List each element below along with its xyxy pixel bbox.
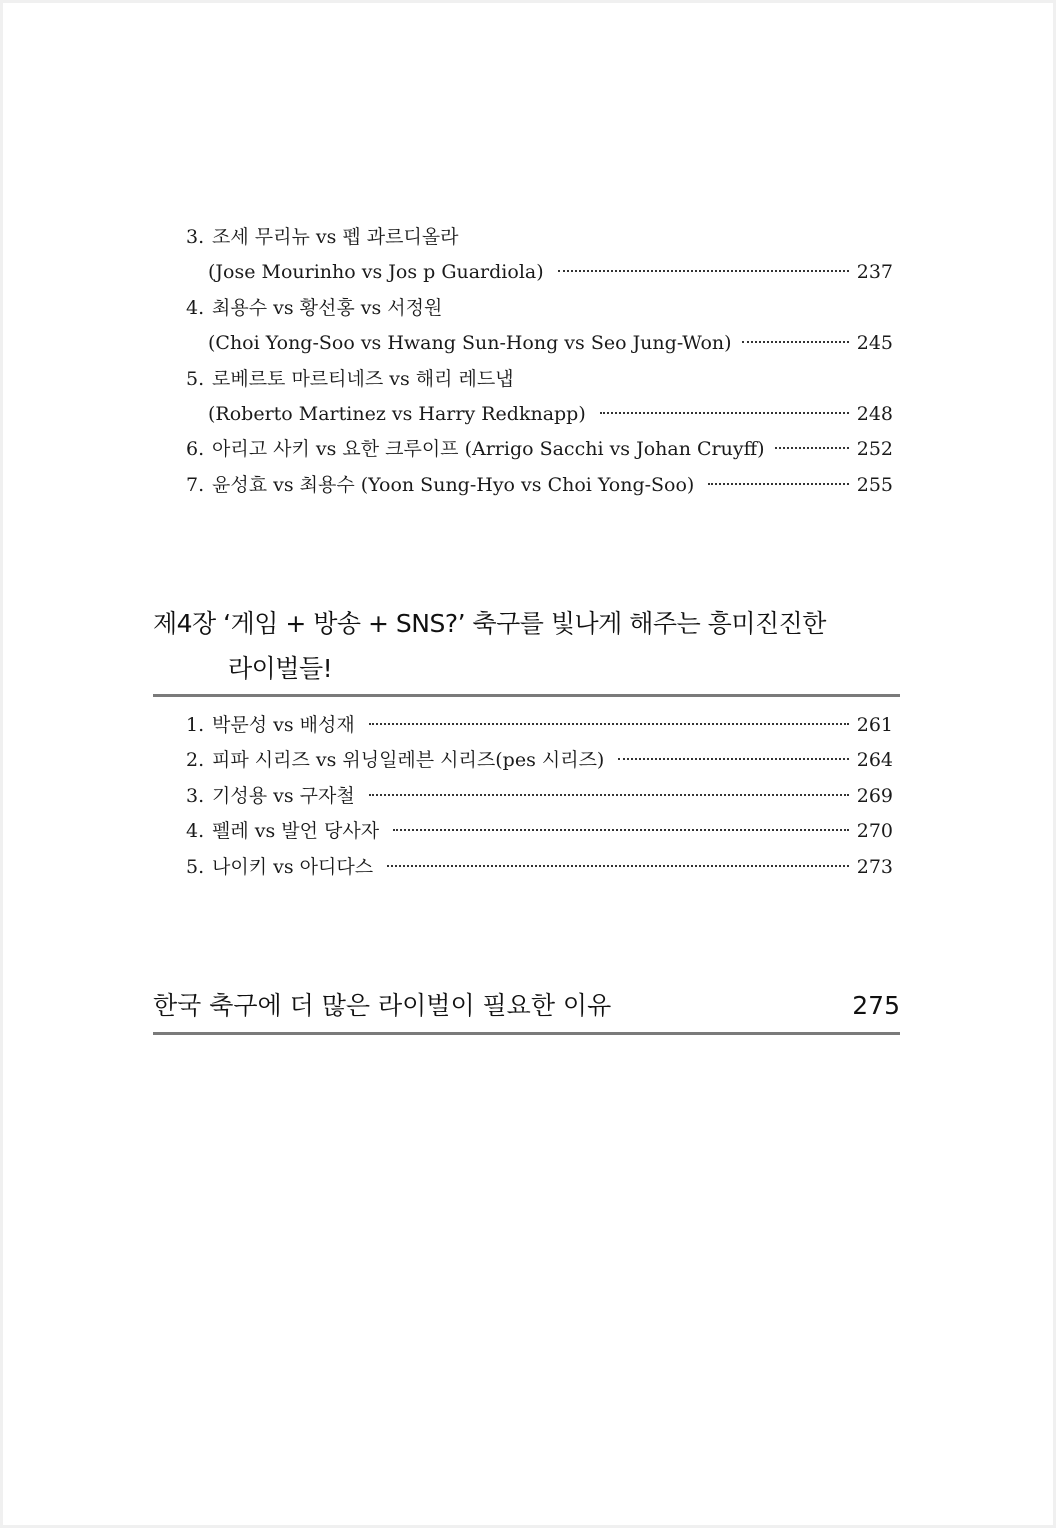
toc-entry-4-subtitle bbox=[208, 330, 893, 356]
toc-entry-5-subtitle bbox=[208, 401, 893, 427]
chapter-4-rule bbox=[153, 694, 900, 697]
closing-title: 한국 축구에 더 많은 라이벌이 필요한 이유 bbox=[153, 991, 612, 1020]
entry-page: 270 bbox=[856, 820, 893, 842]
leader-dots bbox=[775, 447, 849, 449]
entry-title: 펠레 vs 발언 당사자 bbox=[212, 820, 380, 842]
entry-number: 3. bbox=[186, 226, 205, 248]
entry-number: 1. bbox=[186, 714, 205, 736]
entry-subtitle: (Roberto Martinez vs Harry Redknapp) bbox=[208, 403, 586, 425]
entry-page: 261 bbox=[856, 714, 893, 736]
leader-dots bbox=[387, 865, 849, 867]
entry-number: 5. bbox=[186, 368, 205, 390]
entry-page: 252 bbox=[856, 438, 893, 460]
leader-dots bbox=[369, 723, 849, 725]
entry-number: 5. bbox=[186, 856, 205, 878]
entry-number: 4. bbox=[186, 820, 205, 842]
entry-title: 최용수 vs 황선홍 vs 서정원 bbox=[212, 297, 443, 319]
entry-number: 3. bbox=[186, 785, 205, 807]
entry-title: 윤성효 vs 최용수 (Yoon Sung-Hyo vs Choi Yong-Soo) bbox=[212, 474, 695, 496]
leader-dots bbox=[600, 412, 849, 414]
entry-title: 로베르토 마르티네즈 vs 해리 레드냅 bbox=[212, 368, 514, 390]
leader-dots bbox=[708, 483, 848, 485]
entry-title: 아리고 사키 vs 요한 크루이프 (Arrigo Sacchi vs Johan Cruyff) bbox=[212, 438, 765, 460]
entry-page: 237 bbox=[856, 261, 893, 283]
toc-entry-4-title bbox=[186, 295, 442, 321]
entry-page: 248 bbox=[856, 403, 893, 425]
leader-dots bbox=[742, 341, 849, 343]
toc-entry-6 bbox=[186, 436, 893, 462]
ch4-entry-4 bbox=[186, 818, 893, 844]
entry-title: 나이키 vs 아디다스 bbox=[212, 856, 374, 878]
ch4-entry-5 bbox=[186, 854, 893, 880]
leader-dots bbox=[618, 758, 848, 760]
toc-entry-7 bbox=[186, 472, 893, 498]
closing-chapter bbox=[153, 988, 900, 1024]
chapter-4-title-line2: 라이벌들! bbox=[228, 654, 333, 683]
toc-entry-5-title bbox=[186, 366, 514, 392]
toc-page bbox=[3, 3, 1053, 1525]
entry-page: 264 bbox=[856, 749, 893, 771]
chapter-4-title-line1: 제4장 ‘게임 + 방송 + SNS?’ 축구를 빛나게 해주는 흥미진진한 bbox=[153, 609, 826, 638]
entry-number: 2. bbox=[186, 749, 205, 771]
entry-subtitle: (Choi Yong-Soo vs Hwang Sun-Hong vs Seo Jung-Won) bbox=[208, 332, 732, 354]
entry-number: 4. bbox=[186, 297, 205, 319]
entry-number: 7. bbox=[186, 474, 205, 496]
entry-title: 조세 무리뉴 vs 펩 과르디올라 bbox=[212, 226, 459, 248]
entry-page: 255 bbox=[856, 474, 893, 496]
toc-entry-3-subtitle bbox=[208, 259, 893, 285]
leader-dots bbox=[393, 829, 849, 831]
toc-entry-3-title bbox=[186, 224, 459, 250]
entry-title: 박문성 vs 배성재 bbox=[212, 714, 355, 736]
entry-title: 피파 시리즈 vs 위닝일레븐 시리즈(pes 시리즈) bbox=[212, 749, 605, 771]
leader-dots bbox=[558, 270, 849, 272]
closing-page: 275 bbox=[852, 991, 900, 1020]
ch4-entry-3 bbox=[186, 783, 893, 809]
entry-subtitle: (Jose Mourinho vs Jos p Guardiola) bbox=[208, 261, 544, 283]
leader-dots bbox=[369, 794, 849, 796]
ch4-entry-1 bbox=[186, 712, 893, 738]
entry-page: 273 bbox=[856, 856, 893, 878]
entry-title: 기성용 vs 구자철 bbox=[212, 785, 355, 807]
entry-page: 269 bbox=[856, 785, 893, 807]
closing-rule bbox=[153, 1032, 900, 1035]
entry-page: 245 bbox=[856, 332, 893, 354]
entry-number: 6. bbox=[186, 438, 205, 460]
ch4-entry-2 bbox=[186, 747, 893, 773]
